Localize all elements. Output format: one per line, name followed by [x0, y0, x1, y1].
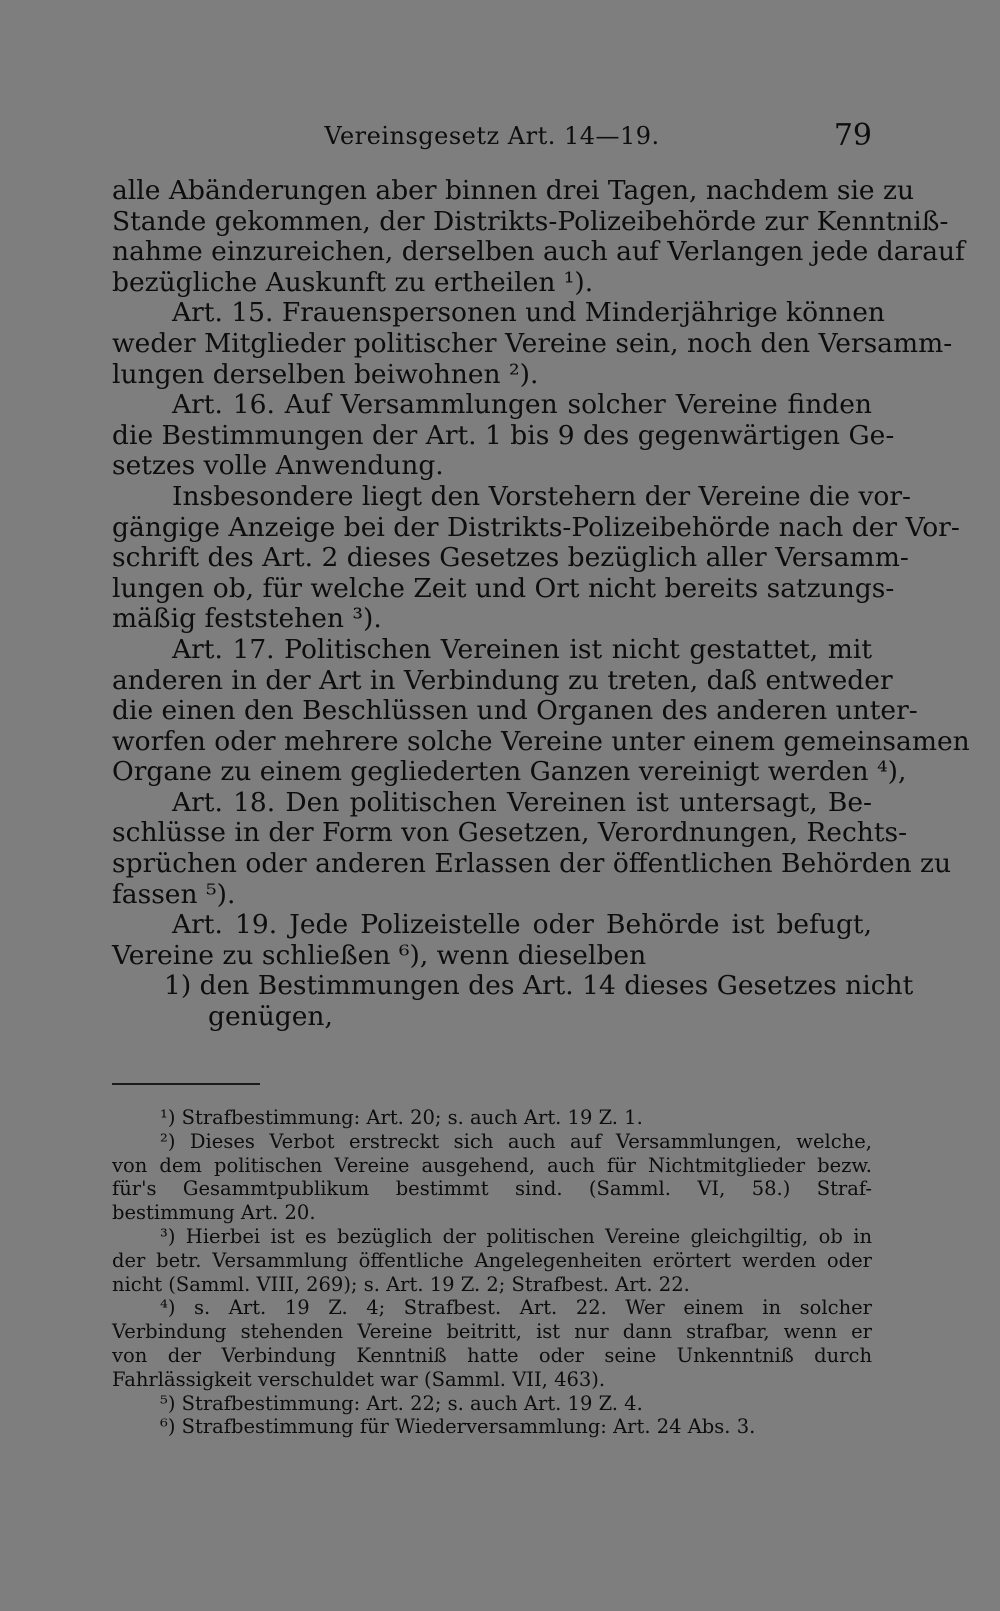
footnotes	[112, 1106, 872, 1439]
text-line: Art. 15. Frauenspersonen und Minderjährige können	[172, 297, 885, 329]
footnote-line: ²) Dieses Verbot erstreckt sich auch auf Versammlungen, welche,	[160, 1129, 872, 1153]
text-line: mäßig feststehen ³).	[112, 603, 382, 635]
footnote-line: nicht (Samml. VIII, 269); s. Art. 19 Z. 2; Strafbest. Art. 22.	[112, 1272, 690, 1296]
text-line: lungen ob, für welche Zeit und Ort nicht bereits satzungs-	[112, 572, 895, 604]
text-line: Art. 17. Politischen Vereinen ist nicht gestattet, mit	[172, 633, 872, 665]
text-line: nahme einzureichen, derselben auch auf Verlangen jede darauf	[112, 236, 965, 268]
text-line: gängige Anzeige bei der Distrikts-Polizeibehörde nach der Vor-	[112, 511, 960, 543]
text-line: die Bestimmungen der Art. 1 bis 9 des gegenwärtigen Ge-	[112, 419, 895, 451]
footnote-line: für's Gesammtpublikum bestimmt sind. (Samml. VI, 58.) Straf-	[112, 1177, 872, 1201]
footnote-line: ⁵) Strafbestimmung: Art. 22; s. auch Art. 19 Z. 4.	[160, 1391, 643, 1415]
text-line: sprüchen oder anderen Erlassen der öffentlichen Behörden zu	[112, 848, 952, 880]
page-header	[112, 118, 872, 158]
text-line: Art. 16. Auf Versammlungen solcher Vereine finden	[172, 389, 872, 421]
text-line: schlüsse in der Form von Gesetzen, Verordnungen, Rechts-	[112, 817, 908, 849]
text-line: setzes volle Anwendung.	[112, 450, 444, 482]
footnote-line: ⁶) Strafbestimmung für Wiederversammlung: Art. 24 Abs. 3.	[160, 1415, 756, 1439]
footnote-line: ⁴) s. Art. 19 Z. 4; Strafbest. Art. 22. Wer einem in solcher	[160, 1296, 872, 1320]
footnote-line: von dem politischen Vereine ausgehend, auch für Nichtmitglieder bezw.	[112, 1153, 872, 1177]
text-line: schrift des Art. 2 dieses Gesetzes bezüglich aller Versamm-	[112, 542, 909, 574]
text-line: Art. 18. Den politischen Vereinen ist untersagt, Be-	[172, 786, 872, 818]
text-line: anderen in der Art in Verbindung zu treten, daß entweder	[112, 664, 893, 696]
text-line: alle Abänderungen aber binnen drei Tagen, nachdem sie zu	[112, 175, 915, 206]
text-line: bezügliche Auskunft zu ertheilen ¹).	[112, 266, 594, 298]
text-line: Stande gekommen, der Distrikts-Polizeibehörde zur Kenntniß-	[112, 205, 949, 237]
text-line: Organe zu einem gegliederten Ganzen vereinigt werden ⁴),	[112, 756, 907, 788]
text-line: 1) den Bestimmungen des Art. 14 dieses Gesetzes nicht	[164, 970, 914, 1002]
main-text	[112, 175, 970, 1033]
text-line: Art. 19. Jede Polizeistelle oder Behörde ist befugt,	[172, 909, 872, 941]
footnote-line: Verbindung stehenden Vereine beitritt, ist nur dann strafbar, wenn er	[112, 1320, 872, 1344]
footnote-line: ³) Hierbei ist es bezüglich der politischen Vereine gleichgiltig, ob in	[160, 1224, 872, 1248]
footnote-line: von der Verbindung Kenntniß hatte oder seine Unkenntniß durch	[112, 1343, 872, 1367]
footnote-line: Fahrlässigkeit verschuldet war (Samml. VII, 463).	[112, 1367, 606, 1391]
text-line: lungen derselben beiwohnen ²).	[112, 358, 539, 390]
text-line: Insbesondere liegt den Vorstehern der Vereine die vor-	[172, 480, 912, 512]
text-line: worfen oder mehrere solche Vereine unter einem gemeinsamen	[112, 725, 970, 757]
text-line: weder Mitglieder politischer Vereine sein, noch den Versamm-	[112, 327, 953, 359]
footnote-line: ¹) Strafbestimmung: Art. 20; s. auch Art. 19 Z. 1.	[160, 1106, 643, 1129]
text-line: die einen den Beschlüssen und Organen des anderen unter-	[112, 695, 918, 727]
running-title: Vereinsgesetz Art. 14—19.	[324, 122, 660, 150]
footnote-line: der betr. Versammlung öffentliche Angelegenheiten erörtert werden oder	[112, 1248, 872, 1272]
text-line: fassen ⁵).	[112, 878, 236, 910]
footnote-separator	[112, 1083, 260, 1085]
text-line: Vereine zu schließen ⁶), wenn dieselben	[112, 939, 647, 971]
page-number: 79	[833, 118, 872, 153]
footnote-line: bestimmung Art. 20.	[112, 1201, 316, 1225]
text-line: genügen,	[208, 1001, 333, 1033]
